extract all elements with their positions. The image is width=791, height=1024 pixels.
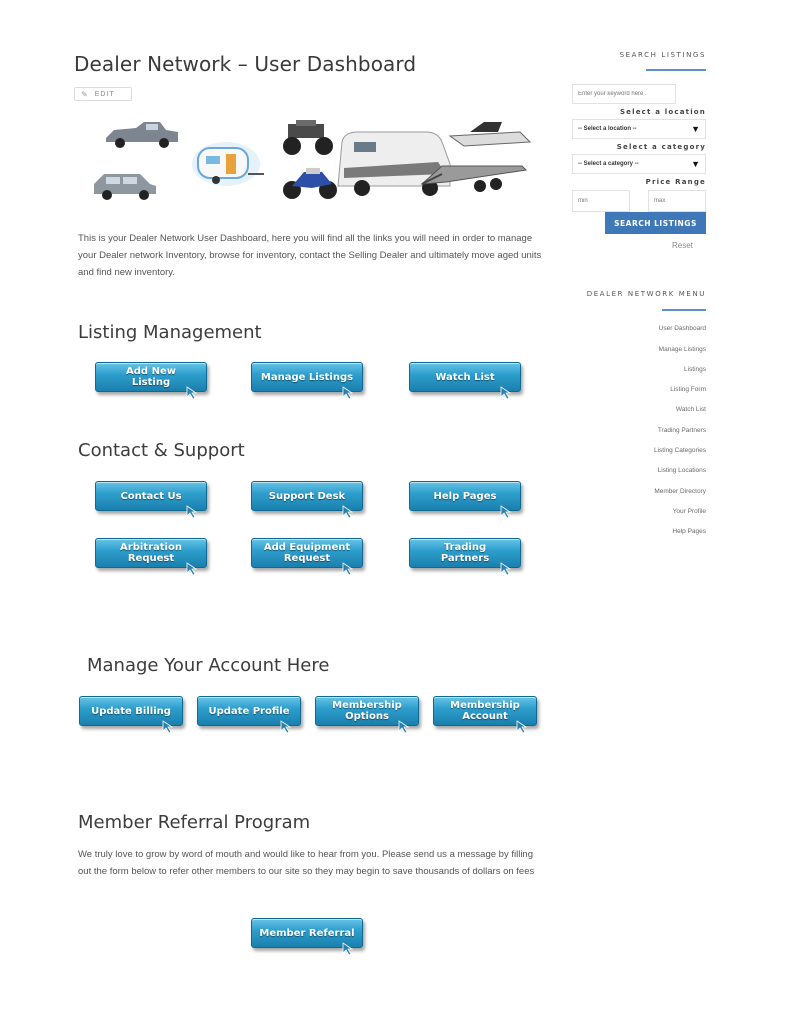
cursor-icon (280, 720, 292, 734)
add-equipment-request-button[interactable]: Add Equipment Request (251, 538, 363, 568)
heading-rule (662, 309, 706, 311)
cursor-icon (186, 562, 198, 576)
menu-item-member-directory[interactable]: Member Directory (654, 488, 706, 495)
cursor-icon (186, 505, 198, 519)
dropdown-arrow-icon: ▼ (691, 159, 700, 169)
member-referral-button[interactable]: Member Referral (251, 918, 363, 948)
cursor-icon (186, 386, 198, 400)
menu-item-listings[interactable]: Listings (683, 366, 706, 373)
cursor-icon (342, 562, 354, 576)
search-listings-heading: SEARCH LISTINGS (619, 51, 706, 59)
intro-text: This is your Dealer Network User Dashboard, here you will find all the links you will need in order to manage your Dealer network Inventory, browse for inventory, contact the Selling Dealer and ultimately move aged units and find new inventory. (78, 233, 542, 278)
location-label: Select a location (619, 108, 706, 116)
keyword-search-input[interactable] (572, 84, 676, 104)
arbitration-request-button[interactable]: Arbitration Request (95, 538, 207, 568)
menu-item-listing-locations[interactable]: Listing Locations (657, 467, 706, 474)
page-title: Dealer Network – User Dashboard (74, 52, 417, 76)
vehicles-banner-image (76, 108, 538, 208)
menu-item-listing-categories[interactable]: Listing Categories (653, 447, 706, 454)
edit-label: EDIT (94, 90, 115, 98)
cursor-icon (516, 720, 528, 734)
contact-us-button[interactable]: Contact Us (95, 481, 207, 511)
manage-account-heading: Manage Your Account Here (87, 655, 330, 676)
menu-item-watch-list[interactable]: Watch List (675, 406, 706, 413)
membership-account-button[interactable]: Membership Account (433, 696, 537, 726)
edit-button[interactable] (74, 87, 132, 101)
min-price-input[interactable] (572, 190, 630, 212)
referral-heading: Member Referral Program (78, 812, 311, 833)
pickup-truck-icon (106, 122, 178, 148)
boat-icon (450, 122, 530, 146)
menu-item-manage-listings[interactable]: Manage Listings (658, 346, 706, 353)
update-profile-button[interactable]: Update Profile (197, 696, 301, 726)
referral-text: We truly love to grow by word of mouth and would like to hear from you. Please send us a message by filling out the form below to refer other members to our site so they may begin to save thousands of dollars on fees (78, 849, 535, 877)
support-desk-button[interactable]: Support Desk (251, 481, 363, 511)
atv-icon (283, 120, 333, 155)
menu-item-trading-partners[interactable]: Trading Partners (657, 427, 706, 434)
contact-support-heading: Contact & Support (78, 440, 245, 461)
search-listings-button[interactable]: SEARCH LISTINGS (605, 212, 706, 234)
price-range-label: Price Range (645, 178, 706, 186)
suv-icon (94, 174, 156, 200)
cursor-icon (162, 720, 174, 734)
trading-partners-button[interactable]: Trading Partners (409, 538, 521, 568)
cursor-icon (342, 386, 354, 400)
category-label: Select a category (616, 143, 706, 151)
cursor-icon (342, 505, 354, 519)
reset-link[interactable]: Reset (672, 241, 693, 250)
manage-listings-button[interactable]: Manage Listings (251, 362, 363, 392)
dealer-network-menu-heading: DEALER NETWORK MENU (586, 290, 706, 298)
add-new-listing-button[interactable]: Add New Listing (95, 362, 207, 392)
menu-item-your-profile[interactable]: Your Profile (672, 508, 706, 515)
menu-item-help-pages[interactable]: Help Pages (672, 528, 706, 535)
rv-motorhome-icon (338, 132, 450, 196)
category-select[interactable]: -- Select a category -- ▼ (572, 154, 706, 174)
watch-list-button[interactable]: Watch List (409, 362, 521, 392)
motorcycle-icon (283, 168, 337, 199)
cursor-icon (500, 386, 512, 400)
camper-trailer-icon (192, 142, 264, 186)
pencil-icon: ✎ (81, 89, 89, 99)
menu-item-user-dashboard[interactable]: User Dashboard (658, 325, 706, 332)
update-billing-button[interactable]: Update Billing (79, 696, 183, 726)
location-select[interactable]: -- Select a location -- ▼ (572, 119, 706, 139)
heading-rule (646, 69, 706, 71)
cursor-icon (500, 562, 512, 576)
cursor-icon (500, 505, 512, 519)
membership-options-button[interactable]: Membership Options (315, 696, 419, 726)
cursor-icon (398, 720, 410, 734)
listing-management-heading: Listing Management (78, 322, 262, 343)
cursor-icon (342, 942, 354, 956)
dropdown-arrow-icon: ▼ (691, 124, 700, 134)
menu-item-listing-form[interactable]: Listing Form (670, 386, 706, 393)
help-pages-button[interactable]: Help Pages (409, 481, 521, 511)
max-price-input[interactable] (648, 190, 706, 212)
